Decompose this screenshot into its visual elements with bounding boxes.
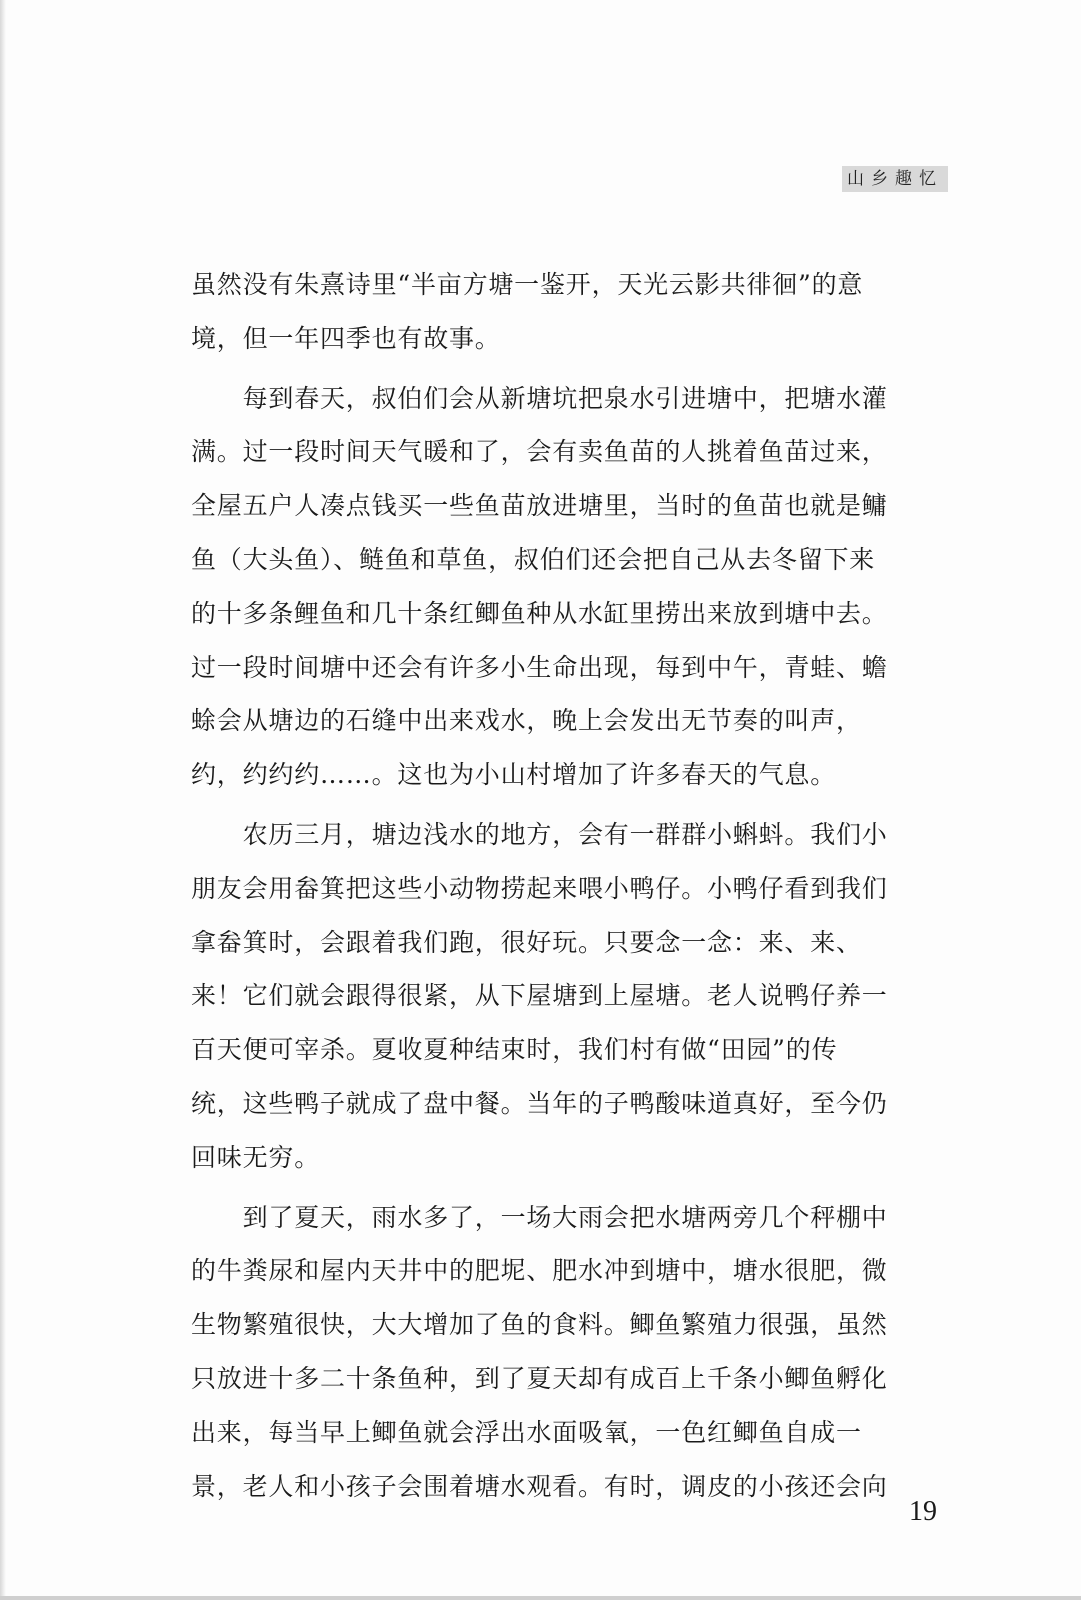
text-line: 农历三月，塘边浅水的地方，会有一群群小蝌蚪。我们小: [191, 819, 888, 849]
text-line: 全屋五户人凑点钱买一些鱼苗放进塘里，当时的鱼苗也就是鳙: [191, 491, 888, 521]
text-line: 只放进十多二十条鱼种，到了夏天却有成百上千条小鲫鱼孵化: [191, 1363, 888, 1393]
text-line: 每到春天，叔伯们会从新塘坑把泉水引进塘中，把塘水灌: [191, 383, 888, 413]
text-line: 生物繁殖很快，大大增加了鱼的食料。鲫鱼繁殖力很强，虽然: [191, 1310, 888, 1340]
paragraph: [191, 372, 946, 802]
text-line: 的牛粪尿和屋内天井中的肥坭、肥水冲到塘中，塘水很肥，微: [191, 1256, 888, 1286]
text-line: 满。过一段时间天气暖和了，会有卖鱼苗的人挑着鱼苗过来，: [191, 437, 888, 467]
text-line: 景，老人和小孩子会围着塘水观看。有时，调皮的小孩还会向: [191, 1471, 888, 1501]
text-line: 虽然没有朱熹诗里“半亩方塘一鉴开，天光云影共徘徊”的意: [191, 270, 864, 299]
text-line: 的十多条鲤鱼和几十条红鲫鱼种从水缸里捞出来放到塘中去。: [191, 598, 888, 628]
text-line: 回味无穷。: [191, 1142, 321, 1172]
text-line: 到了夏天，雨水多了，一场大雨会把水塘两旁几个秤棚中: [191, 1202, 888, 1232]
paragraph: [191, 258, 946, 366]
paragraph: [191, 1191, 946, 1514]
scan-edge-left: [0, 0, 6, 1600]
page-number: 19: [909, 1496, 937, 1527]
text-line: 朋友会用畚箕把这些小动物捞起来喂小鸭仔。小鸭仔看到我们: [191, 873, 888, 903]
scan-edge-bottom: [0, 1596, 1081, 1600]
running-head: 山乡趣忆: [842, 166, 948, 192]
text-line: 约，约约约……。这也为小山村增加了许多春天的气息。: [191, 760, 837, 790]
text-line: 境，但一年四季也有故事。: [191, 323, 501, 353]
paragraph: [191, 808, 946, 1185]
text-line: 鱼（大头鱼）、鲢鱼和草鱼，叔伯们还会把自己从去冬留下来: [191, 544, 876, 574]
body-text: [191, 258, 946, 1513]
text-line: 蜍会从塘边的石缝中出来戏水，晚上会发出无节奏的叫声，: [191, 706, 862, 736]
text-line: 过一段时间塘中还会有许多小生命出现，每到中午，青蛙、蟾: [191, 652, 888, 682]
text-line: 统，这些鸭子就成了盘中餐。当年的子鸭酸味道真好，至今仍: [191, 1088, 888, 1118]
text-line: 来！它们就会跟得很紧，从下屋塘到上屋塘。老人说鸭仔养一: [191, 981, 888, 1011]
text-line: 百天便可宰杀。夏收夏种结束时，我们村有做“田园”的传: [191, 1035, 838, 1065]
text-line: 出来，每当早上鲫鱼就会浮出水面吸氧，一色红鲫鱼自成一: [191, 1417, 862, 1447]
text-line: 拿畚箕时，会跟着我们跑，很好玩。只要念一念：来、来、: [191, 927, 862, 957]
